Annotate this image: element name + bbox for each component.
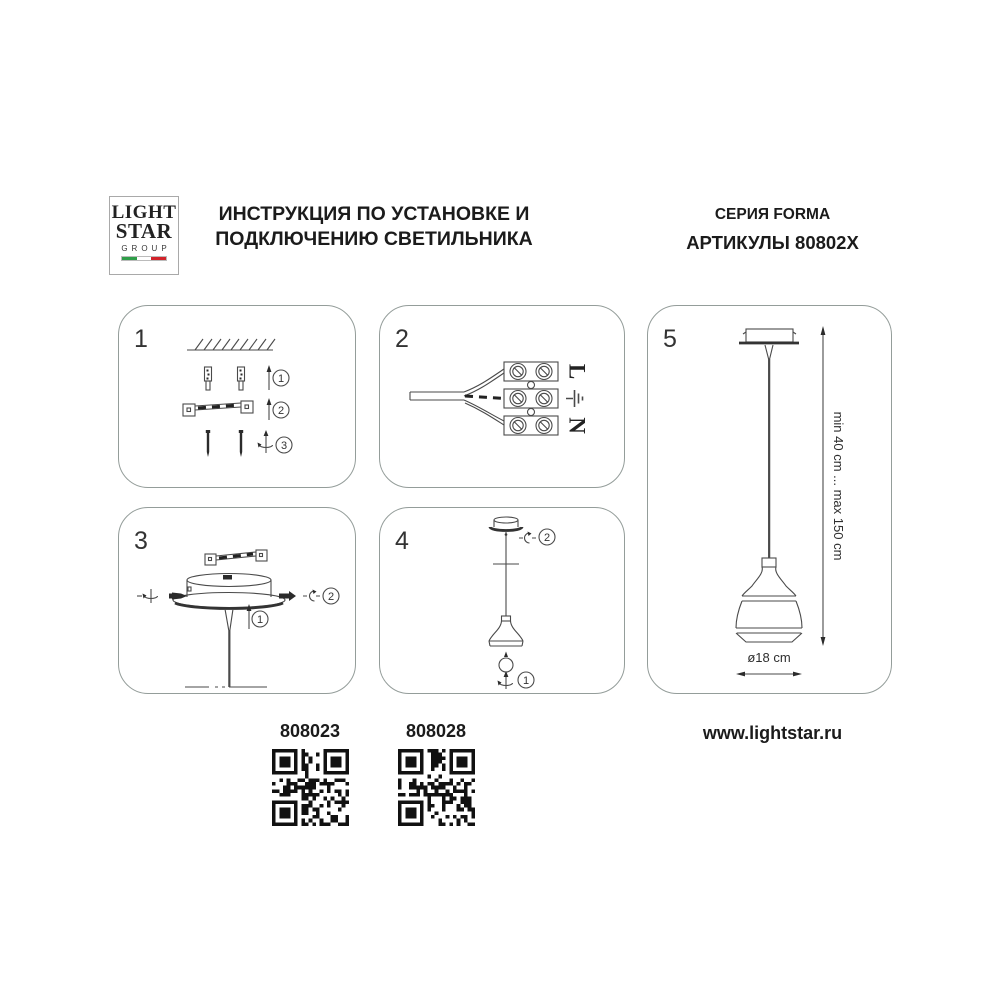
svg-text:3: 3: [280, 440, 288, 452]
step2-marker: [323, 588, 339, 604]
ceiling-hatch: [187, 339, 275, 350]
panel3-diagram: [119, 508, 355, 693]
power-cable: [410, 369, 504, 425]
diameter-dimension-label: ø18 cm: [747, 650, 791, 665]
logo-word-group: GROUP: [121, 244, 171, 253]
qr-code: [272, 749, 349, 826]
canopy-base: [173, 574, 285, 609]
step2-marker: [539, 529, 555, 545]
article-number: 808028: [405, 721, 467, 741]
logo-word-light: LIGHT: [111, 202, 177, 223]
small-screw-icon: [169, 593, 187, 600]
svg-text:1: 1: [522, 675, 530, 687]
panel1-diagram: [119, 306, 355, 487]
canopy: [739, 329, 799, 359]
lampshade: [736, 558, 802, 642]
rotate-screw-icon: [519, 532, 536, 544]
logo-word-star: STAR: [115, 219, 173, 243]
article-number: 808023: [279, 721, 341, 741]
svg-text:2: 2: [327, 591, 335, 603]
screw-icon: [206, 430, 210, 457]
suspension-wire: [493, 532, 519, 616]
step1-arrow-icon: [267, 365, 272, 390]
terminal-screw-icon: [510, 364, 552, 434]
title-line-2: ПОДКЛЮЧЕНИЮ СВЕТИЛЬНИКА: [215, 228, 533, 250]
panel-step-4: [379, 507, 625, 694]
label-neutral: N: [564, 417, 590, 434]
step3-marker: [276, 437, 292, 453]
step1-marker: [252, 611, 268, 627]
article-block: [376, 721, 496, 826]
height-dimension-label: min 40 cm ... max 150 cm: [831, 411, 846, 561]
panel-number: 4: [395, 527, 409, 555]
svg-text:2: 2: [543, 532, 551, 544]
lampshade: [489, 616, 523, 646]
series-block: [655, 206, 890, 254]
panel4-diagram: [380, 508, 624, 693]
svg-text:1: 1: [277, 373, 285, 385]
step1-marker: [273, 370, 289, 386]
lightstar-logo: [109, 196, 179, 275]
label-line: L: [564, 363, 590, 380]
panel-number: 1: [134, 325, 148, 353]
svg-text:1: 1: [256, 614, 264, 626]
terminal-block: [504, 362, 558, 435]
articles-code: АРТИКУЛЫ 80802X: [686, 232, 859, 253]
flag-white: [137, 257, 152, 260]
qr-code: [398, 749, 475, 826]
series-name: СЕРИЯ FORMA: [714, 206, 831, 223]
panel5-diagram: [648, 306, 891, 693]
mounting-bracket-icon: [183, 401, 253, 416]
bulb-icon: [499, 652, 513, 673]
mounting-bracket-icon: [205, 550, 267, 565]
panel-number: 3: [134, 527, 148, 555]
suspension-wire: [769, 359, 770, 558]
panel-overview: [647, 305, 892, 694]
rotate-screw-icon: [137, 589, 158, 603]
rotate-screw-icon: [303, 590, 320, 602]
panel-number: 5: [663, 325, 677, 353]
article-block: [250, 721, 370, 826]
step1-marker: [518, 672, 534, 688]
panel-number: 2: [395, 325, 409, 353]
step2-arrow-icon: [267, 398, 272, 420]
flag-green: [122, 257, 137, 260]
screw-icon: [239, 430, 243, 457]
panel2-diagram: [380, 306, 624, 487]
wall-anchor-icon: [205, 367, 212, 390]
panel-step-1: [118, 305, 356, 488]
page-title: [198, 202, 550, 252]
panel-step-2: [379, 305, 625, 488]
flag-red: [151, 257, 166, 260]
step2-marker: [273, 402, 289, 418]
suspension-wire: [225, 609, 233, 687]
panel-step-3: [118, 507, 356, 694]
rotate-screw-icon: [498, 671, 513, 689]
height-dimension: [821, 326, 846, 646]
website-url: www.lightstar.ru: [702, 723, 843, 743]
wall-anchor-icon: [238, 367, 245, 390]
rotate-screw-icon: [258, 430, 273, 453]
diameter-dimension: [736, 650, 802, 676]
ground-symbol-icon: [566, 390, 583, 407]
svg-text:2: 2: [277, 405, 285, 417]
arrow-right-icon: [279, 591, 296, 601]
title-line-1: ИНСТРУКЦИЯ ПО УСТАНОВКЕ И: [218, 203, 530, 225]
italian-flag-icon: [121, 256, 167, 261]
